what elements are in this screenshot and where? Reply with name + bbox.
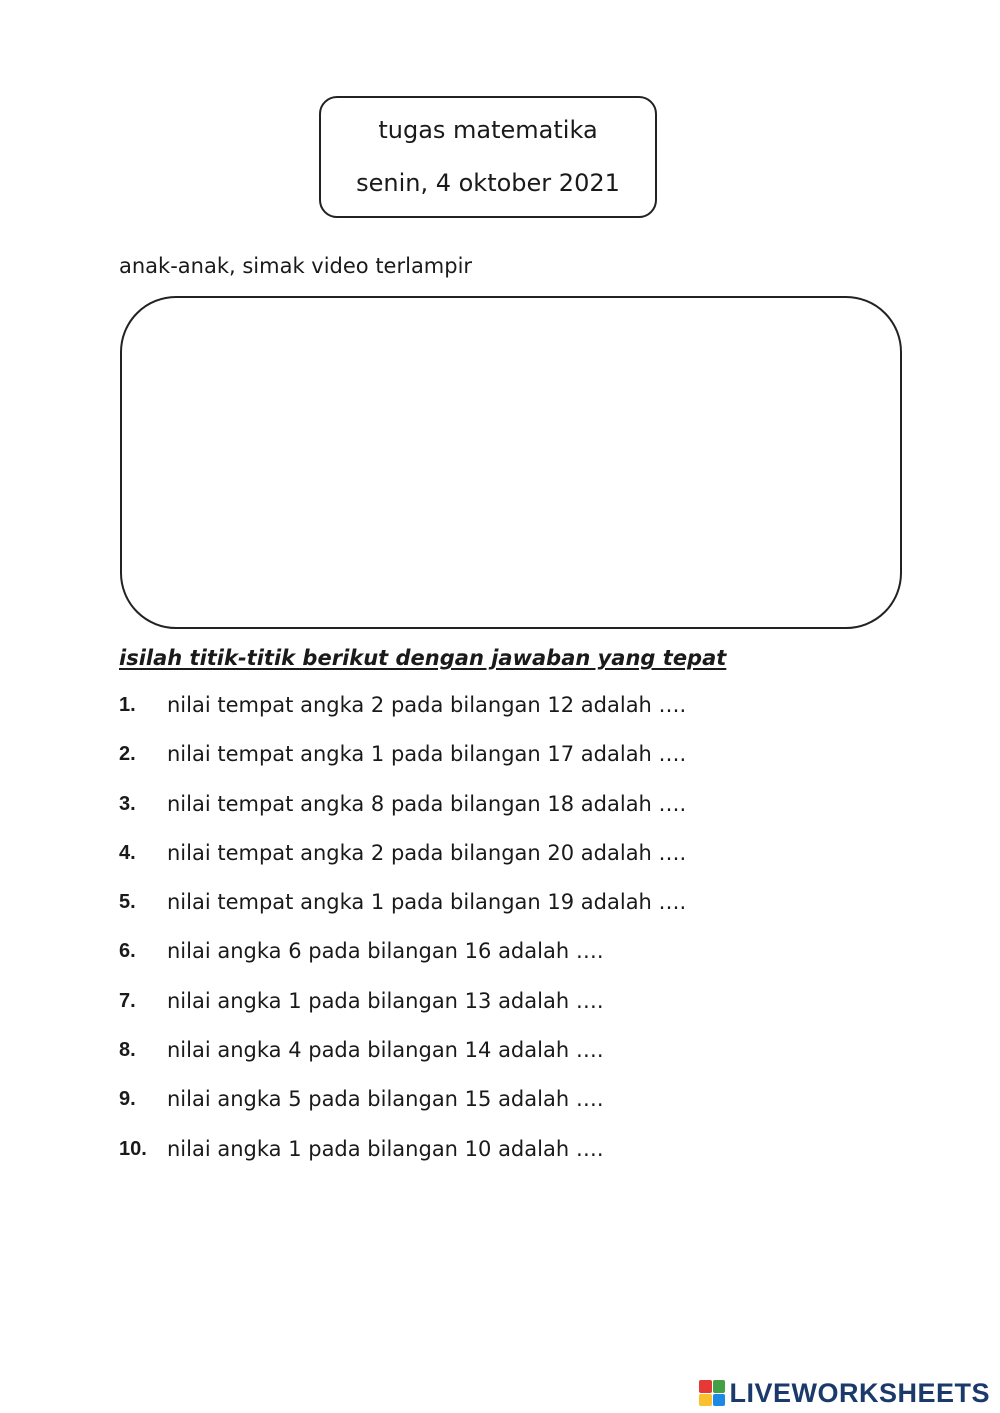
liveworksheets-brand[interactable] (699, 1376, 990, 1410)
question-text: nilai tempat angka 2 pada bilangan 12 adalah …. (167, 693, 687, 717)
video-frame[interactable] (120, 296, 902, 629)
logo-square-yellow (699, 1394, 712, 1407)
question-number: 3. (119, 792, 136, 815)
question-text: nilai angka 6 pada bilangan 16 adalah …. (167, 939, 604, 964)
question-text: nilai tempat angka 1 pada bilangan 17 adalah …. (167, 742, 687, 767)
logo-square-blue (713, 1394, 726, 1407)
question-number: 4. (119, 841, 136, 864)
question-text: nilai tempat angka 1 pada bilangan 19 adalah …. (167, 890, 687, 915)
question-number: 5. (119, 891, 136, 914)
worksheet-title: tugas matematika (378, 116, 598, 144)
question-text: nilai angka 1 pada bilangan 10 adalah …. (167, 1136, 604, 1161)
question-number: 2. (119, 743, 136, 766)
question-text: nilai angka 5 pada bilangan 15 adalah …. (167, 1087, 604, 1112)
question-text: nilai tempat angka 2 pada bilangan 20 adalah …. (167, 840, 687, 865)
question-number: 6. (119, 940, 136, 963)
question-text: nilai angka 1 pada bilangan 13 adalah …. (167, 988, 604, 1013)
question-number: 8. (119, 1039, 136, 1062)
instruction-heading: isilah titik-titik berikut dengan jawaban yang tepat (119, 646, 727, 670)
title-box (319, 96, 657, 218)
intro-text: anak-anak, simak video terlampir (119, 254, 473, 278)
question-text: nilai angka 4 pada bilangan 14 adalah …. (167, 1038, 604, 1063)
question-number: 9. (119, 1088, 136, 1111)
worksheet-date: senin, 4 oktober 2021 (356, 169, 620, 197)
brand-name: LIVEWORKSHEETS (729, 1377, 990, 1408)
logo-square-red (699, 1380, 712, 1393)
question-text: nilai tempat angka 8 pada bilangan 18 adalah …. (167, 791, 687, 816)
question-number: 7. (119, 989, 136, 1012)
logo-square-green (713, 1380, 726, 1393)
liveworksheets-logo-icon (699, 1380, 725, 1406)
question-number: 10. (119, 1137, 147, 1160)
question-number: 1. (119, 694, 136, 716)
